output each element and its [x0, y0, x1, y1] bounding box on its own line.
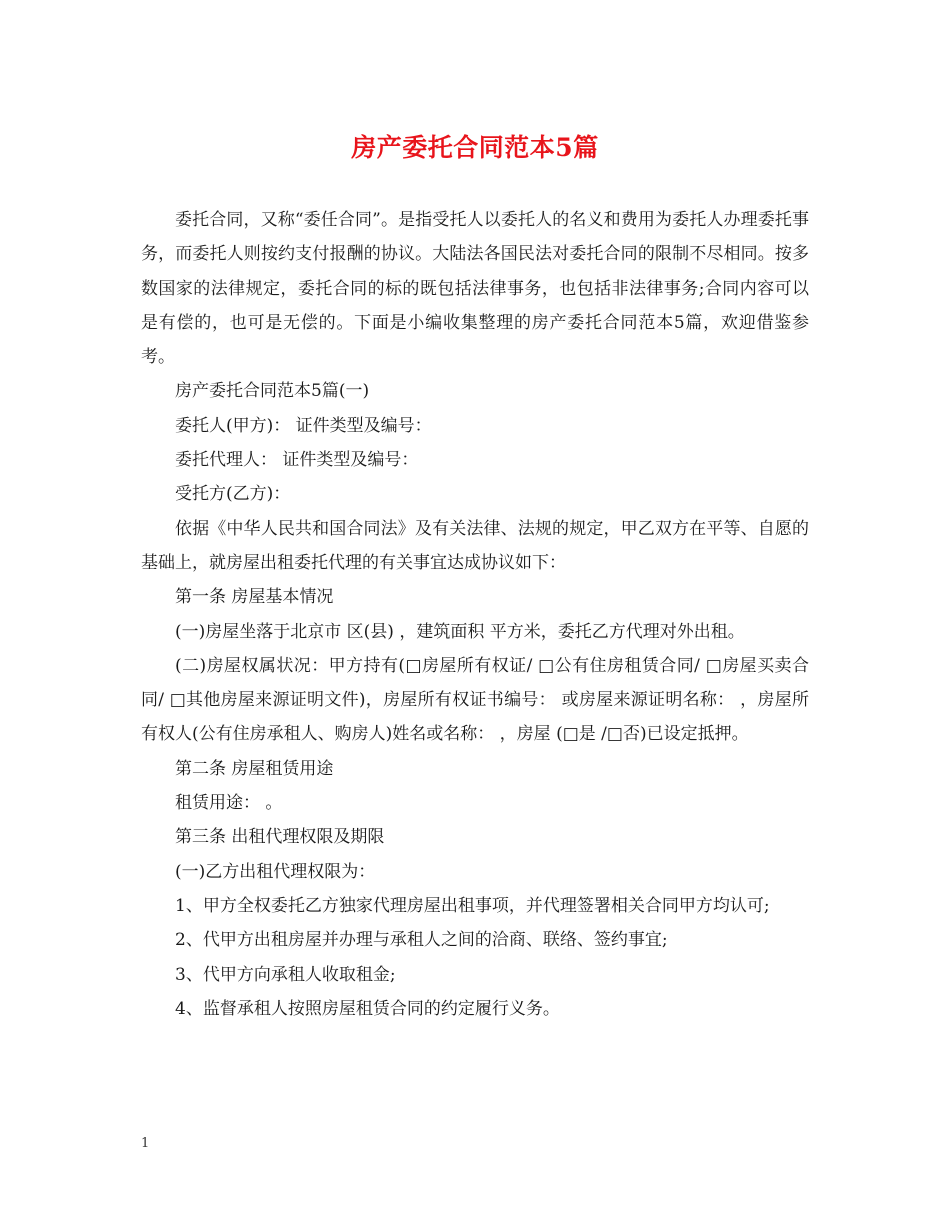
article-heading: 第二条 房屋租赁用途	[175, 758, 334, 779]
list-item: 2、代甲方出租房屋并办理与承租人之间的洽商、联络、签约事宜;	[175, 930, 668, 951]
clause-paragraph: (一)房屋坐落于北京市 区(县) ，建筑面积 平方米，委托乙方代理对外出租。	[175, 621, 745, 642]
intro-paragraph: 委托合同，又称“委任合同”。是指受托人以委托人的名义和费用为委托人办理委托事务，而委托人则按约支付报酬的协议。大陆法各国民法对委托合同的限制不尽相同。按多数国家的法律规定，委托合同的标的既包括法律事务，也包括非法律事务;合同内容可以是有偿的，也可是无偿的。下面是小编收集整理的房产委托合同范本5篇，欢迎借鉴参考。	[141, 210, 809, 368]
list-item: 4、监督承租人按照房屋租赁合同的约定履行义务。	[175, 998, 560, 1019]
section-heading: 房产委托合同范本5篇(一)	[175, 381, 370, 402]
document-title: 房产委托合同范本5篇	[351, 133, 599, 162]
page-number: 1	[141, 1136, 150, 1151]
clause-paragraph: (二)房屋权属状况：甲方持有(□房屋所有权证/ □公有住房租赁合同/ □房屋买卖合同/ □其他房屋来源证明文件)，房屋所有权证书编号： 或房屋来源证明名称： ，房屋所有权人(公有住房承租人、购房人)姓名或名称： ，房屋 (□是 /□否)已设定抵押。	[141, 655, 809, 745]
list-item: 3、代甲方向承租人收取租金;	[175, 964, 396, 985]
article-heading: 第一条 房屋基本情况	[175, 587, 334, 608]
preamble-paragraph: 依据《中华人民共和国合同法》及有关法律、法规的规定，甲乙双方在平等、自愿的基础上，就房屋出租委托代理的有关事宜达成协议如下：	[141, 518, 809, 573]
party-line: 受托方(乙方)：	[175, 484, 291, 505]
party-line: 委托人(甲方)： 证件类型及编号：	[175, 415, 432, 436]
clause-paragraph: 租赁用途： 。	[175, 793, 283, 814]
clause-paragraph: (一)乙方出租代理权限为：	[175, 861, 376, 882]
list-item: 1、甲方全权委托乙方独家代理房屋出租事项，并代理签署相关合同甲方均认可;	[175, 895, 770, 916]
party-line: 委托代理人： 证件类型及编号：	[175, 450, 419, 471]
document-body	[141, 203, 809, 1026]
article-heading: 第三条 出租代理权限及期限	[175, 827, 385, 848]
